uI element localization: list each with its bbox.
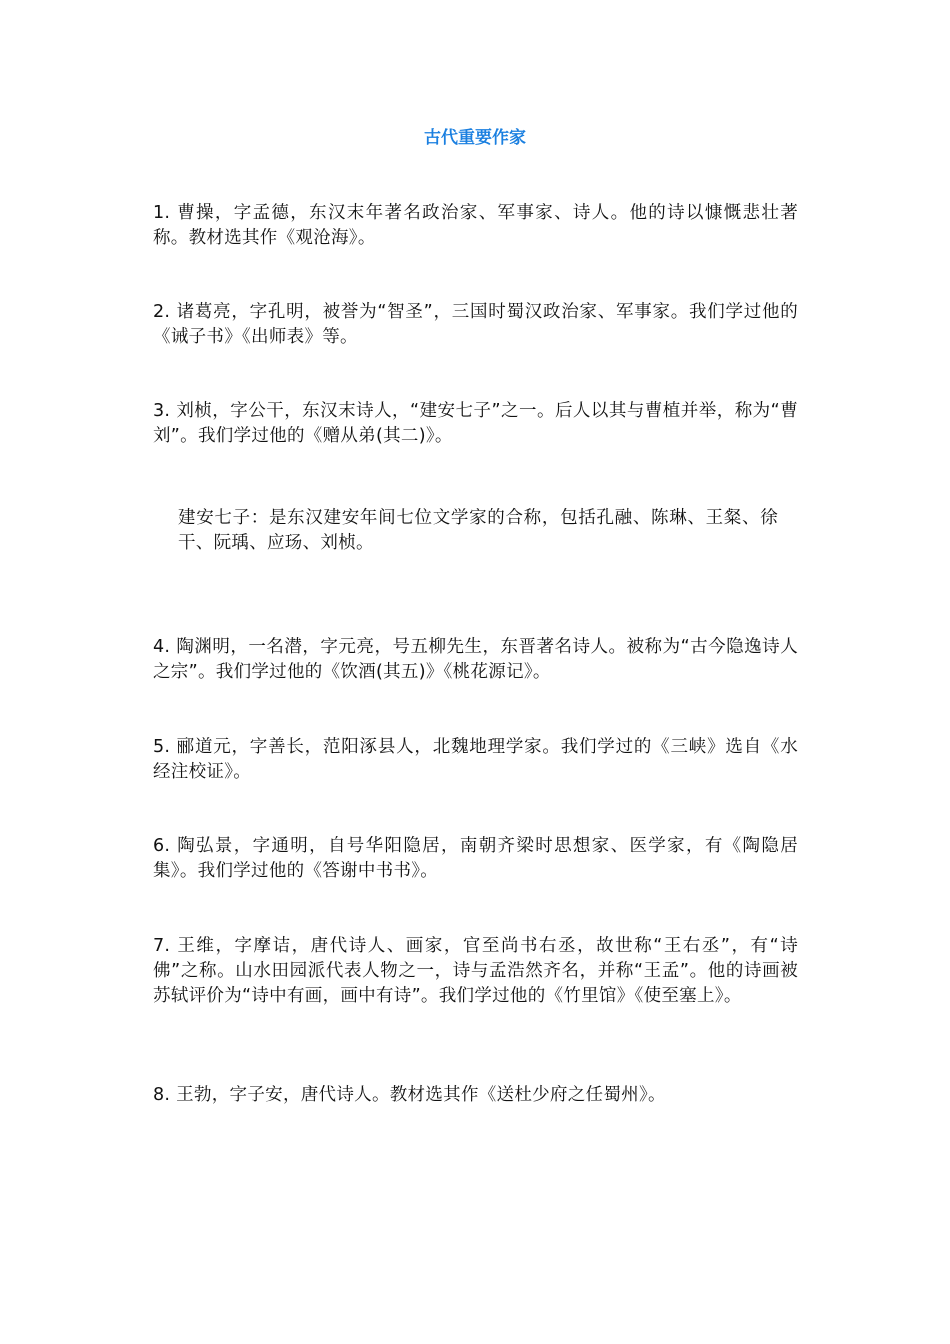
paragraph-zhuge-liang: 2. 诸葛亮，字孔明，被誉为“智圣”，三国时蜀汉政治家、军事家。我们学过他的《诫子书》《出师表》等。 <box>153 302 798 347</box>
paragraph-wang-wei: 7. 王维，字摩诘，唐代诗人、画家，官至尚书右丞，故世称“王右丞”，有“诗佛”之称。山水田园派代表人物之一，诗与孟浩然齐名，并称“王孟”。他的诗画被苏轼评价为“诗中有画，画中有诗”。我们学过他的《竹里馆》《使至塞上》。 <box>153 936 798 1006</box>
paragraph-wang-bo: 8. 王勃，字子安，唐代诗人。教材选其作《送杜少府之任蜀州》。 <box>153 1085 666 1105</box>
paragraph-tao-yuanming: 4. 陶渊明，一名潜，字元亮，号五柳先生，东晋著名诗人。被称为“古今隐逸诗人之宗”。我们学过他的《饮酒(其五)》《桃花源记》。 <box>153 637 798 682</box>
paragraph-li-daoyuan: 5. 郦道元，字善长，范阳涿县人，北魏地理学家。我们学过的《三峡》选自《水经注校证》。 <box>153 737 798 782</box>
paragraph-tao-hongjing: 6. 陶弘景，字通明，自号华阳隐居，南朝齐梁时思想家、医学家，有《陶隐居集》。我们学过他的《答谢中书书》。 <box>153 836 798 881</box>
document-title: 古代重要作家 <box>424 128 526 148</box>
paragraph-cao-cao: 1. 曹操，字孟德，东汉末年著名政治家、军事家、诗人。他的诗以慷慨悲壮著称。教材选其作《观沧海》。 <box>153 203 798 248</box>
paragraph-liu-zhen: 3. 刘桢，字公干，东汉末诗人，“建安七子”之一。后人以其与曹植并举，称为“曹刘”。我们学过他的《赠从弟(其二)》。 <box>153 401 798 446</box>
note-jian-an-seven: 建安七子：是东汉建安年间七位文学家的合称，包括孔融、陈琳、王粲、徐干、阮瑀、应玚、刘桢。 <box>178 508 778 553</box>
